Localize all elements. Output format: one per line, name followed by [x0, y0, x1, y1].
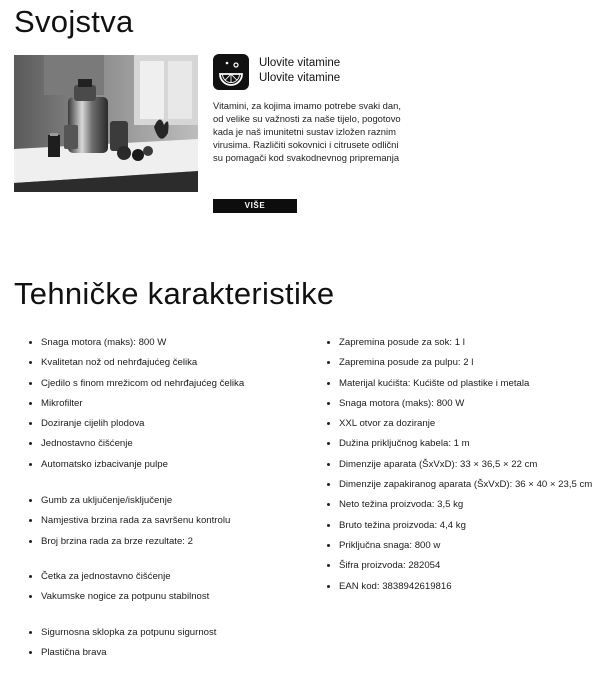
spec-item: Zapremina posude za pulpu: 2 l: [326, 357, 596, 369]
spec-item: Šifra proizvoda: 282054: [326, 560, 596, 572]
spec-item: Vakumske nogice za potpunu stabilnost: [28, 591, 308, 603]
spec-item: Jednostavno čišćenje: [28, 438, 308, 450]
feature-description: Vitamini, za kojima imamo potrebe svaki dan, od velike su važnosti za naše tijelo, pogotovo kada je naš imunitetni sustav izložen raznim virusima. Različiti sokovnici i citrusete odlični su pomagači kod svakodnevnog pripremanja: [213, 100, 401, 163]
spec-item: Sigurnosna sklopka za potpunu sigurnost: [28, 627, 308, 639]
spec-item: EAN kod: 3838942619816: [326, 581, 596, 593]
spec-item: XXL otvor za doziranje: [326, 418, 596, 430]
feature-title: Ulovite vitamine: [259, 57, 341, 69]
spec-item: Zapremina posude za sok: 1 l: [326, 337, 596, 349]
section-title-specs: Tehničke karakteristike: [14, 276, 335, 311]
spec-item: Namjestiva brzina rada za savršenu kontrolu: [28, 515, 308, 527]
product-photo: [14, 55, 198, 192]
spec-item: Snaga motora (maks): 800 W: [28, 337, 308, 349]
spec-item: Mikrofilter: [28, 398, 308, 410]
spec-item: Bruto težina proizvoda: 4,4 kg: [326, 520, 596, 532]
spec-item: Priključna snaga: 800 w: [326, 540, 596, 552]
spec-item: Dužina priključnog kabela: 1 m: [326, 438, 596, 450]
spec-item: Plastična brava: [28, 647, 308, 659]
spec-item: Cjedilo s finom mrežicom od nehrđajućeg čelika: [28, 378, 308, 390]
feature-subtitle: Ulovite vitamine: [259, 72, 341, 84]
spec-item: Dimenzije zapakiranog aparata (ŠxVxD): 36 × 40 × 23,5 cm: [326, 479, 596, 491]
section-title-features: Svojstva: [14, 4, 134, 39]
spec-item: Dimenzije aparata (ŠxVxD): 33 × 36,5 × 22 cm: [326, 459, 596, 471]
spec-list-left: [28, 337, 308, 659]
more-button[interactable]: VIŠE: [213, 199, 297, 213]
spec-item: Doziranje cijelih plodova: [28, 418, 308, 430]
citrus-slice-icon: [213, 54, 249, 90]
spec-item: Materijal kućišta: Kućište od plastike i metala: [326, 378, 596, 390]
spec-item: Kvalitetan nož od nehrđajućeg čelika: [28, 357, 308, 369]
spec-item: Snaga motora (maks): 800 W: [326, 398, 596, 410]
spec-item: Gumb za uključenje/isključenje: [28, 495, 308, 507]
spec-list-right: [326, 337, 596, 593]
spec-item: Neto težina proizvoda: 3,5 kg: [326, 499, 596, 511]
spec-item: Broj brzina rada za brze rezultate: 2: [28, 536, 308, 548]
spec-item: Četka za jednostavno čišćenje: [28, 571, 308, 583]
spec-item: Automatsko izbacivanje pulpe: [28, 459, 308, 471]
